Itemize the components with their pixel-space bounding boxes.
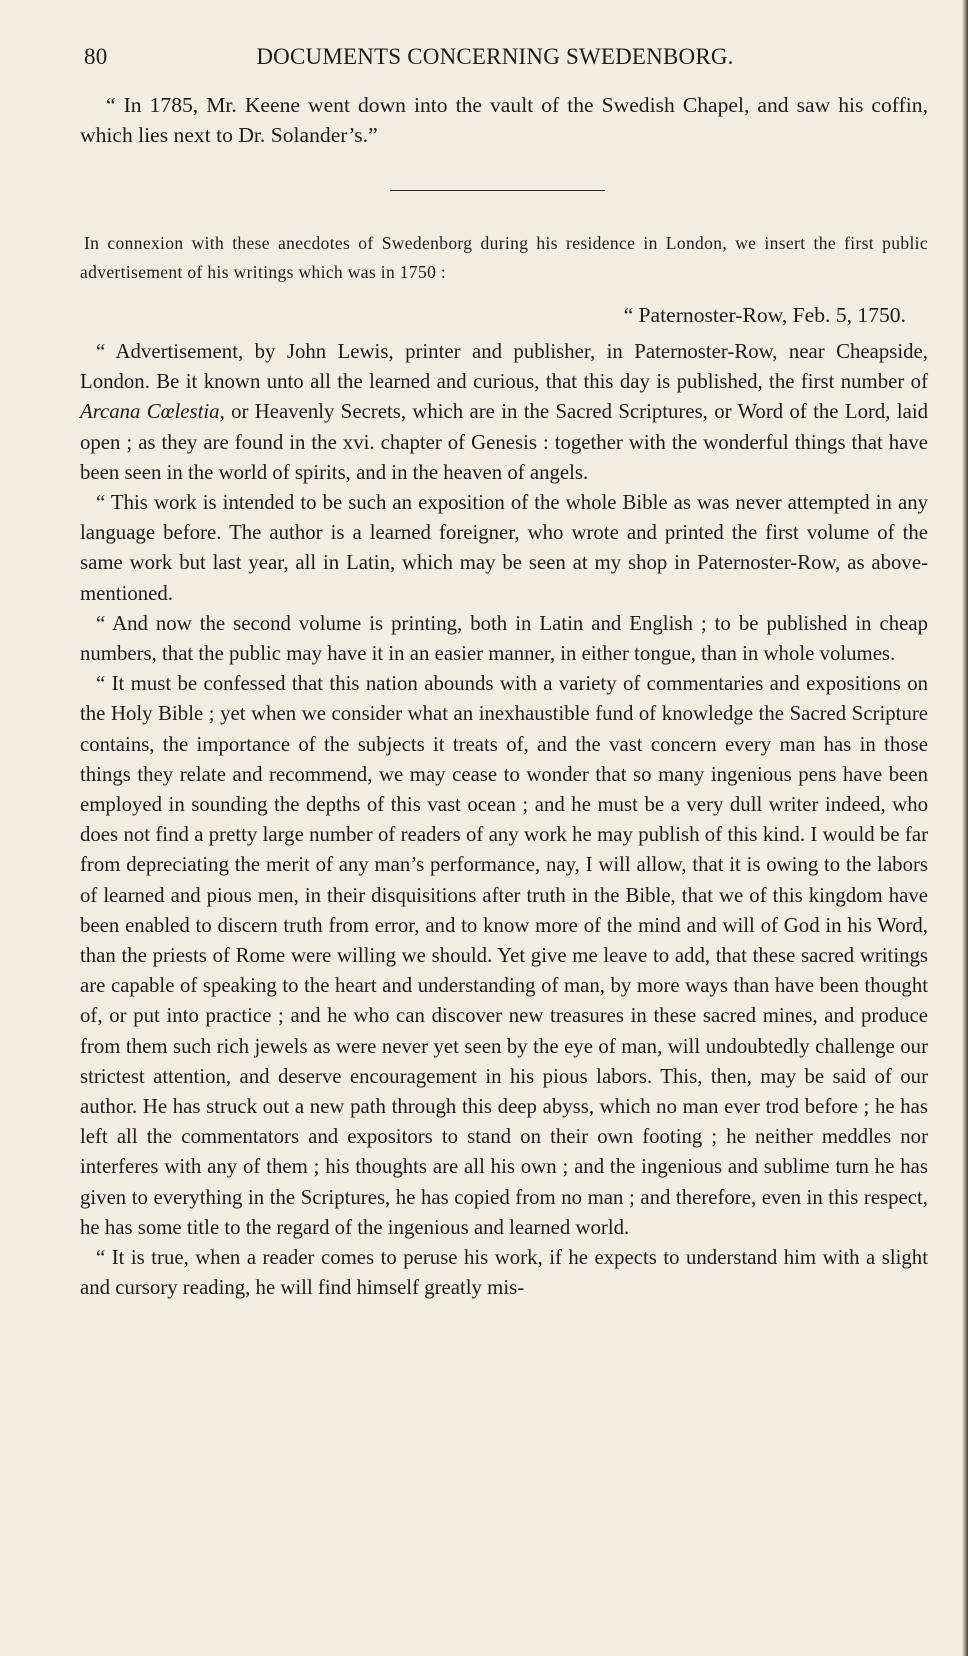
- opening-quote-block: [80, 90, 928, 150]
- page-header: [80, 44, 880, 78]
- intro-block: [80, 229, 928, 287]
- section-divider: [390, 190, 605, 191]
- page-edge-shadow: [962, 0, 968, 1656]
- paragraph-3: “ And now the second volume is printing, both in Latin and English ; to be published in cheap numbers, that the public may have it in an easier manner, in either tongue, than in whole volumes.: [80, 611, 928, 666]
- book-title-italic: Arcana Cœlestia,: [80, 400, 225, 424]
- paragraph-1-end: or Heavenly Secrets, which are in the Sacred Scriptures, or Word of the Lord, laid open ; as they are found in the xvi. chapter of Genesis : together with the wonderful things that have been seen in the world of spirits, and in the heaven of angels.: [80, 400, 928, 484]
- paragraph-5: “ It is true, when a reader comes to peruse his work, if he expects to understand him with a slight and cursory reading, he will find himself greatly mis-: [80, 1246, 928, 1300]
- page-number: 80: [84, 44, 108, 69]
- intro-paragraph: In connexion with these anecdotes of Swedenborg during his residence in London, we insert the first public advertisement of his writings which was in 1750 :: [80, 233, 928, 282]
- paragraph-1-start: “ Advertisement, by John Lewis, printer and publisher, in Paternoster-Row, near Cheapside, London. Be it known unto all the learned and curious, that this day is published, the first number of: [80, 340, 928, 394]
- paragraph-1: [80, 337, 928, 488]
- paragraph-4: “ It must be confessed that this nation abounds with a variety of commentaries and expositions on the Holy Bible ; yet when we consider what an inexhaustible fund of knowledge the Sacred Scripture contains, the importance of the subjects it treats of, and the vast concern every man has in those things they relate and recommend, we may cease to wonder that so many ingenious pens have been employed in sounding the depths of this vast ocean ; and he must be a very dull writer indeed, who does not find a pretty large number of readers of any work he may publish of this kind. I would be far from depreciating the merit of any man’s performance, nay, I will allow, that it is owing to the labors of learned and pious men, in their disquisitions after truth in the Bible, that we of this kingdom have been enabled to discern truth from error, and to know more of the mind and will of God in his Word, than the priests of Rome were willing we should. Yet give me leave to add, that these sacred writings are capable of speaking to the heart and understanding of man, by more ways than have been thought of, or put into practice ; and he who can discover new treasures in these sacred mines, and produce from them such rich jewels as were never yet seen by the eye of man, will undoubtedly challenge our strictest attention, and deserve encouragement in his pious labors. This, then, may be said of our author. He has struck out a new path through this deep abyss, which no man ever trod before ; he has left all the commentators and expositors to stand on their own footing ; he neither meddles nor interferes with any of them ; his thoughts are all his own ; and the ingenious and sublime turn he has given to everything in the Scriptures, he has copied from no man ; and therefore, even in this respect, he has some title to the regard of the ingenious and learned world.: [80, 672, 928, 1239]
- opening-quote: “ In 1785, Mr. Keene went down into the vault of the Swedish Chapel, and saw his coffin, which lies next to Dr. Solander’s.”: [80, 93, 928, 148]
- running-title: DOCUMENTS CONCERNING SWEDENBORG.: [256, 44, 734, 69]
- dateline: “ Paternoster-Row, Feb. 5, 1750.: [623, 303, 906, 327]
- paragraph-2: “ This work is intended to be such an exposition of the whole Bible as was never attempted in any language before. The author is a learned foreigner, who wrote and printed the first volume of the same work but last year, all in Latin, which may be seen at my shop in Paternoster-Row, as above-mentioned.: [80, 491, 928, 605]
- advertisement-text: [80, 337, 928, 1304]
